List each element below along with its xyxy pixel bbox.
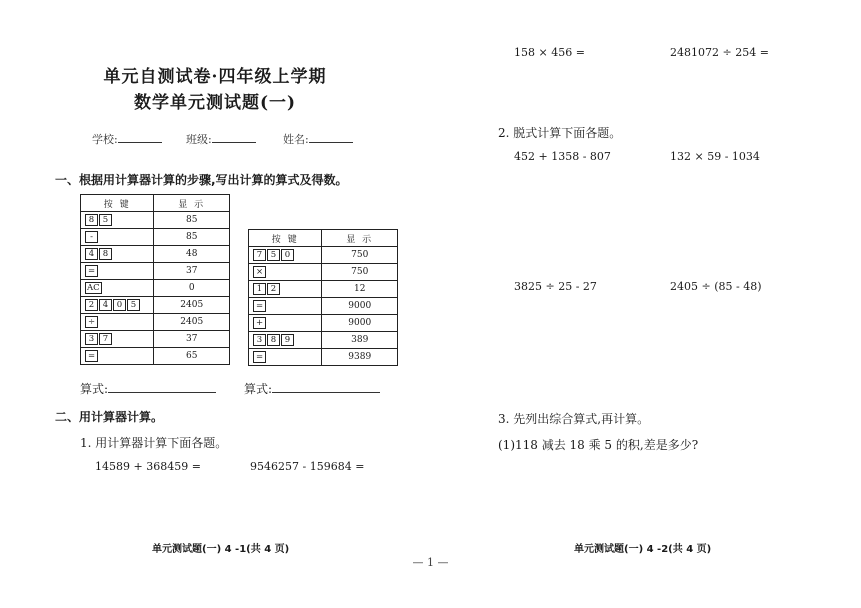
- header-display: 显 示: [154, 195, 230, 212]
- expression: 2405 ÷ (85 - 48): [670, 280, 762, 293]
- header-keys: 按 键: [249, 230, 322, 247]
- question-3: 3. 先列出综合算式,再计算。: [498, 412, 650, 426]
- table-row: [249, 264, 398, 281]
- school-blank: [118, 131, 162, 143]
- formula-line-2: [244, 380, 380, 397]
- keys-cell: [81, 212, 154, 229]
- keys-cell: [81, 297, 154, 314]
- calculator-key: 7: [253, 249, 266, 261]
- calculator-key: 5: [267, 249, 280, 261]
- expression: 14589 + 368459 =: [95, 460, 201, 473]
- formula-blank: [108, 381, 216, 393]
- calculator-key: 4: [85, 248, 98, 260]
- table-row: [249, 281, 398, 298]
- table-row: [81, 314, 230, 331]
- section1-heading: 一、根据用计算器计算的步骤,写出计算的算式及得数。: [55, 173, 348, 187]
- calculator-key: =: [253, 300, 266, 312]
- keys-cell: [81, 280, 154, 297]
- header-keys: 按 键: [81, 195, 154, 212]
- section2-heading: 二、用计算器计算。: [55, 410, 164, 424]
- calculator-key: 8: [99, 248, 112, 260]
- question-2: 2. 脱式计算下面各题。: [498, 126, 622, 140]
- display-cell: 12: [322, 281, 398, 298]
- name-label: 姓名:: [283, 133, 309, 146]
- table-header-row: [249, 230, 398, 247]
- display-cell: 9000: [322, 298, 398, 315]
- calculator-key: +: [253, 317, 266, 329]
- display-cell: 389: [322, 332, 398, 349]
- display-cell: 85: [154, 229, 230, 246]
- keys-cell: [81, 263, 154, 280]
- display-cell: 37: [154, 263, 230, 280]
- calculator-key: AC: [87, 283, 100, 293]
- display-cell: 2405: [154, 297, 230, 314]
- formula-label: 算式:: [244, 382, 273, 396]
- expression: 3825 ÷ 25 - 27: [514, 280, 597, 293]
- calculator-key: 1: [253, 283, 266, 295]
- calculator-table-1: [80, 194, 230, 365]
- display-cell: 9389: [322, 349, 398, 366]
- page-number: — 1 —: [412, 556, 449, 569]
- school-field: [92, 131, 162, 147]
- calculator-key: 0: [281, 249, 294, 261]
- calculator-key: ÷: [85, 316, 98, 328]
- calculator-key: 4: [99, 299, 112, 311]
- calculator-key: 3: [85, 333, 98, 345]
- calculator-key: =: [253, 351, 266, 363]
- calculator-key: 0: [113, 299, 126, 311]
- table-row: [249, 349, 398, 366]
- table-row: [249, 315, 398, 332]
- display-cell: 0: [154, 280, 230, 297]
- display-cell: 750: [322, 264, 398, 281]
- table-row: [81, 280, 230, 297]
- keys-cell: [249, 264, 322, 281]
- expression: 132 × 59 - 1034: [670, 150, 760, 163]
- keys-cell: [249, 298, 322, 315]
- footer-left: 单元测试题(一) 4 -1(共 4 页): [152, 544, 290, 555]
- calculator-key: 3: [253, 334, 266, 346]
- name-blank: [309, 131, 353, 143]
- calculator-key: 2: [85, 299, 98, 311]
- table-row: [249, 298, 398, 315]
- display-cell: 37: [154, 331, 230, 348]
- display-cell: 750: [322, 247, 398, 264]
- keys-cell: [81, 229, 154, 246]
- keys-cell: [249, 315, 322, 332]
- keys-cell: [249, 281, 322, 298]
- question-3-part-1: (1)118 减去 18 乘 5 的积,差是多少?: [498, 438, 699, 452]
- keys-cell: [249, 247, 322, 264]
- table-row: [249, 247, 398, 264]
- school-label: 学校:: [92, 133, 118, 146]
- class-label: 班级:: [186, 133, 212, 146]
- paper-title: 单元自测试卷·四年级上学期: [103, 67, 327, 87]
- table-row: [81, 331, 230, 348]
- calculator-key: 8: [85, 214, 98, 226]
- keys-cell: [81, 348, 154, 365]
- table-header-row: [81, 195, 230, 212]
- table-row: [81, 212, 230, 229]
- calculator-key: 5: [127, 299, 140, 311]
- display-cell: 65: [154, 348, 230, 365]
- keys-cell: [81, 314, 154, 331]
- calculator-key: =: [85, 350, 98, 362]
- question-1: 1. 用计算器计算下面各题。: [80, 436, 228, 450]
- keys-cell: [249, 332, 322, 349]
- calculator-key: 5: [99, 214, 112, 226]
- table-row: [81, 263, 230, 280]
- table-row: [81, 297, 230, 314]
- table-row: [81, 348, 230, 365]
- expression: 158 × 456 =: [514, 46, 585, 59]
- name-field: [283, 131, 353, 147]
- calculator-key: =: [85, 265, 98, 277]
- formula-line-1: [80, 380, 216, 397]
- calculator-key: 7: [99, 333, 112, 345]
- keys-cell: [249, 349, 322, 366]
- table-row: [249, 332, 398, 349]
- keys-cell: [81, 331, 154, 348]
- calculator-table-2: [248, 229, 398, 366]
- calculator-key: -: [85, 231, 98, 243]
- expression: 2481072 ÷ 254 =: [670, 46, 769, 59]
- display-cell: 48: [154, 246, 230, 263]
- class-field: [186, 131, 256, 147]
- paper-subtitle: 数学单元测试题(一): [133, 93, 297, 113]
- formula-label: 算式:: [80, 382, 109, 396]
- table-row: [81, 229, 230, 246]
- table-row: [81, 246, 230, 263]
- calculator-key: 9: [281, 334, 294, 346]
- header-display: 显 示: [322, 230, 398, 247]
- footer-right: 单元测试题(一) 4 -2(共 4 页): [574, 544, 712, 555]
- calculator-key: 2: [267, 283, 280, 295]
- formula-blank: [272, 381, 380, 393]
- expression: 9546257 - 159684 =: [250, 460, 365, 473]
- calculator-key: ×: [253, 266, 266, 278]
- display-cell: 9000: [322, 315, 398, 332]
- keys-cell: [81, 246, 154, 263]
- expression: 452 + 1358 - 807: [514, 150, 611, 163]
- display-cell: 85: [154, 212, 230, 229]
- display-cell: 2405: [154, 314, 230, 331]
- class-blank: [212, 131, 256, 143]
- calculator-key: 8: [267, 334, 280, 346]
